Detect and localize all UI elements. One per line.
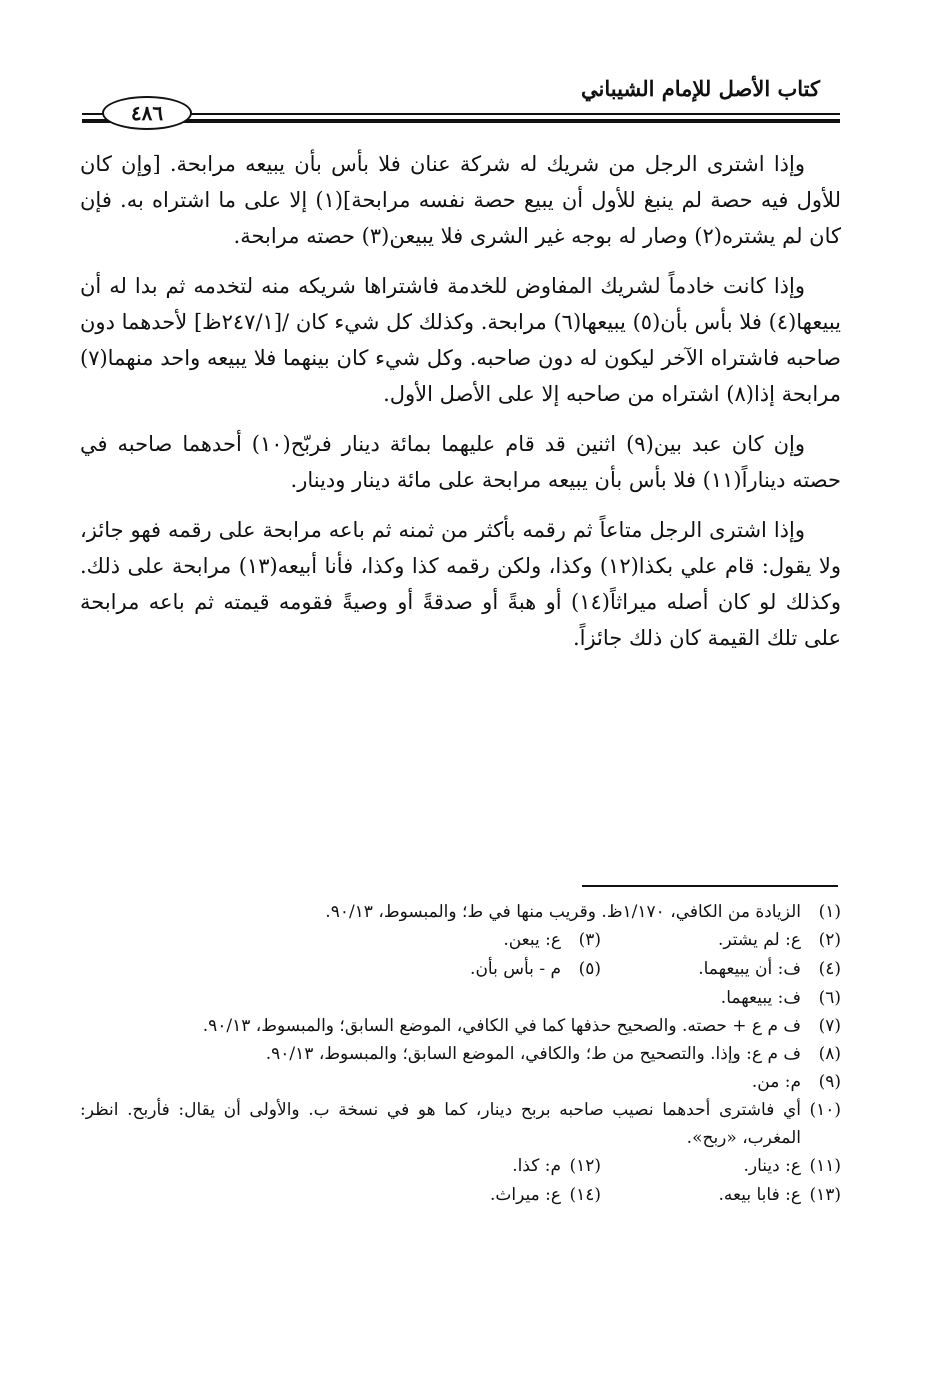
- footnote-text: ع: ميراث.: [489, 1185, 561, 1205]
- footnote-text: ف: يبيعهما.: [720, 988, 801, 1008]
- footnote-row: [80, 955, 841, 984]
- footnote-number: (٤): [818, 959, 841, 979]
- paragraph: وإذا اشترى الرجل من شريك له شركة عنان فلا بأس بأن يبيعه مرابحة. [وإن كان للأول فيه حصة لم ينبغ للأول أن يبيع حصة نفسه مرابحة](١) إلا على ما اشتراه به. فإن كان لم يشتره(٢) وصار له بوجه غير الشرى فلا يبيعن(٣) حصته مرابحة.: [80, 152, 841, 248]
- footnote-text: ف م ع + حصته. والصحيح حذفها كما في الكافي، الموضع السابق؛ والمبسوط، ٩٠/١٣.: [202, 1016, 801, 1036]
- footnote-row: [80, 1152, 841, 1181]
- footnote-text: م: كذا.: [512, 1156, 561, 1176]
- footnote: [80, 1068, 841, 1096]
- footnote-number: (٢): [818, 930, 841, 950]
- footnote: [601, 955, 841, 984]
- footnote-number: (١٠): [809, 1100, 841, 1120]
- footnote-number: (١): [818, 902, 841, 922]
- footnote: [80, 1096, 841, 1152]
- footnote-text: الزيادة من الكافي، ١/١٧٠ظ. وقريب منها في ط؛ والمبسوط، ٩٠/١٣.: [325, 902, 801, 922]
- footnote: [601, 926, 841, 955]
- paragraph: وإذا كانت خادماً لشريك المفاوض للخدمة فاشتراها شريكه منه لتخدمه ثم بدا له أن يبيعها(٤) فلا بأس بأن(٥) يبيعها(٦) مرابحة. وكذلك كل شيء كان /[٢٤٧/١ظ] لأحدهما دون صاحبه فاشتراه الآخر ليكون له دون صاحبه. وكل شيء كان بينهما فلا يبيعه واحد منهما(٧) مرابحة إذا(٨) اشتراه من صاحبه إلا على الأصل الأول.: [80, 274, 841, 406]
- footnote-number: (٣): [578, 930, 601, 950]
- footnote-text: ع: دينار.: [743, 1156, 801, 1176]
- footnote-separator: [582, 885, 838, 887]
- paragraph: وإذا اشترى الرجل متاعاً ثم رقمه بأكثر من ثمنه ثم باعه مرابحة على رقمه فهو جائز، ولا يقول: قام علي بكذا(١٢) وكذا، ولكن رقمه كذا وكذا، فأنا أبيعه(١٣) مرابحة على ذلك. وكذلك لو كان أصله ميراثاً(١٤) أو هبةً أو صدقةً أو وصيةً فقومه قيمته ثم باعه مرابحة على تلك القيمة كان ذلك جائزاً.: [80, 518, 841, 650]
- footnote-text: ف م ع: وإذا. والتصحيح من ط؛ والكافي، الموضع السابق؛ والمبسوط، ٩٠/١٣.: [265, 1044, 801, 1064]
- footnote-text: ع: فابا بيعه.: [718, 1185, 801, 1205]
- header-rule: [82, 113, 840, 115]
- footnote: [601, 1181, 841, 1210]
- footnote-row: [80, 926, 841, 955]
- page-number-badge: ٤٨٦: [102, 96, 192, 130]
- footnote-number: (٧): [818, 1016, 841, 1036]
- footnote-number: (٦): [818, 988, 841, 1008]
- footnote-number: (١٢): [569, 1156, 601, 1176]
- footnote: [361, 955, 601, 984]
- footnote-text: أي فاشترى أحدهما نصيب صاحبه بربح دينار، كما هو في نسخة ب. والأولى أن يقال: فأربح. انظر: المغرب، «ربح».: [80, 1100, 801, 1148]
- running-header-title: كتاب الأصل للإمام الشيباني: [581, 76, 820, 101]
- footnote: [80, 898, 841, 926]
- footnote-number: (١٣): [809, 1185, 841, 1205]
- footnote-text: ع: لم يشتر.: [718, 930, 801, 950]
- footnote: [80, 1040, 841, 1068]
- footnote-text: م - بأس بأن.: [470, 959, 561, 979]
- footnote: [361, 1181, 601, 1210]
- footnote: [80, 1012, 841, 1040]
- footnote-row: [80, 1181, 841, 1210]
- footnote: [601, 1152, 841, 1181]
- main-text: [80, 140, 841, 670]
- paragraph: وإن كان عبد بين(٩) اثنين قد قام عليهما بمائة دينار فربّح(١٠) أحدهما صاحبه في حصته ديناراً(١١) فلا بأس بأن يبيعه مرابحة على مائة دينار ودينار.: [80, 432, 841, 492]
- footnotes: [80, 898, 841, 1210]
- footnote-text: ع: يبعن.: [503, 930, 561, 950]
- footnote-number: (١٤): [569, 1185, 601, 1205]
- footnote-number: (٥): [578, 959, 601, 979]
- footnote-text: ف: أن يبيعهما.: [698, 959, 801, 979]
- footnote-number: (٩): [818, 1072, 841, 1092]
- header-rule-thick: [82, 119, 840, 123]
- footnote: [80, 984, 841, 1012]
- footnote-number: (١١): [809, 1156, 841, 1176]
- footnote: [361, 1152, 601, 1181]
- footnote: [361, 926, 601, 955]
- footnote-text: م: من.: [751, 1072, 801, 1092]
- footnote-number: (٨): [818, 1044, 841, 1064]
